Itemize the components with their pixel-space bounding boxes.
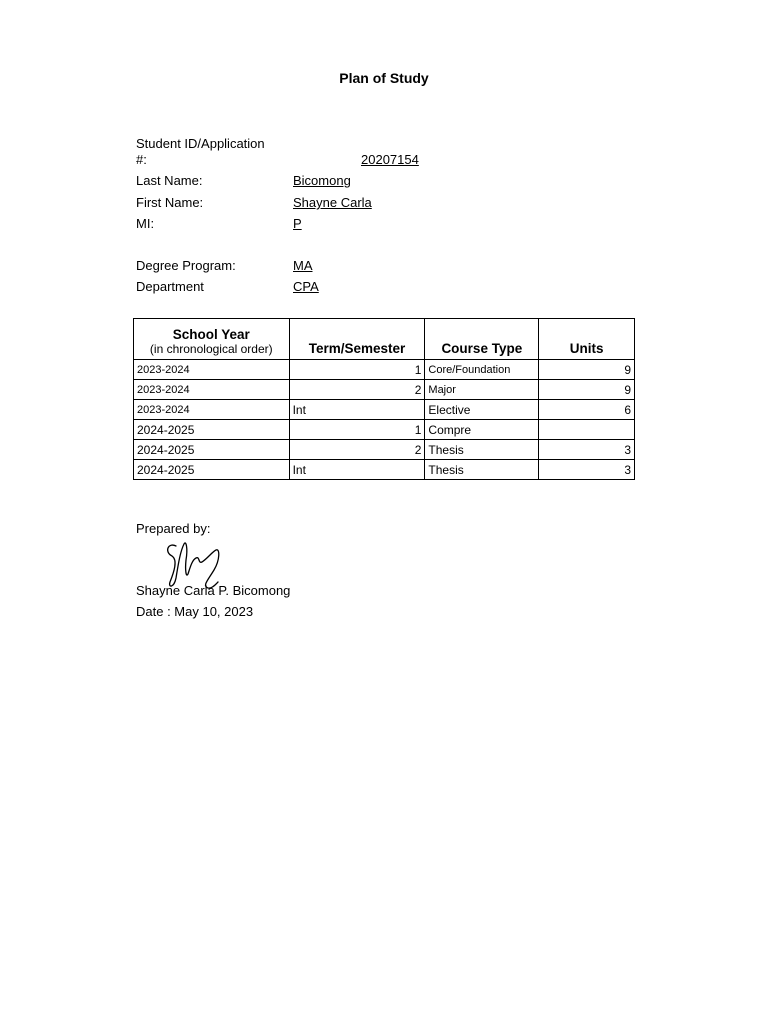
student-id-value: 20207154 bbox=[361, 152, 419, 167]
cell-course-type: Thesis bbox=[425, 460, 539, 480]
cell-course-type: Compre bbox=[425, 420, 539, 440]
page-title: Plan of Study bbox=[339, 70, 429, 86]
last-name-label: Last Name: bbox=[136, 173, 203, 188]
table-header-row bbox=[134, 319, 635, 360]
cell-units: 9 bbox=[539, 380, 635, 400]
table-row bbox=[134, 440, 635, 460]
cell-units: 6 bbox=[539, 400, 635, 420]
header-school-year-title: School Year bbox=[172, 327, 250, 342]
cell-year: 2023-2024 bbox=[134, 400, 290, 420]
first-name-label: First Name: bbox=[136, 195, 204, 210]
cell-year: 2024-2025 bbox=[134, 420, 290, 440]
cell-course-type: Elective bbox=[425, 400, 539, 420]
cell-course-type: Thesis bbox=[425, 440, 539, 460]
student-id-label-line2: #: bbox=[136, 152, 147, 167]
cell-term: Int bbox=[289, 460, 425, 480]
degree-program-value: MA bbox=[293, 258, 313, 273]
table-row bbox=[134, 460, 635, 480]
header-units: Units bbox=[539, 319, 635, 360]
plan-of-study-table bbox=[133, 318, 635, 480]
mi-label: MI: bbox=[136, 216, 155, 231]
cell-units: 3 bbox=[539, 440, 635, 460]
prepared-date: Date : May 10, 2023 bbox=[136, 604, 254, 619]
prepared-by-label: Prepared by: bbox=[136, 521, 211, 536]
last-name-value: Bicomong bbox=[293, 173, 351, 188]
header-term: Term/Semester bbox=[289, 319, 425, 360]
department-value: CPA bbox=[293, 279, 319, 294]
cell-year: 2024-2025 bbox=[134, 460, 290, 480]
cell-term: 1 bbox=[289, 360, 425, 380]
student-id-label-line1: Student ID/Application bbox=[136, 136, 265, 151]
cell-term: 1 bbox=[289, 420, 425, 440]
header-course-type: Course Type bbox=[425, 319, 539, 360]
cell-units: 3 bbox=[539, 460, 635, 480]
header-school-year-subtitle: (in chronological order) bbox=[149, 342, 273, 356]
cell-term: 2 bbox=[289, 440, 425, 460]
preparer-name: Shayne Carla P. Bicomong bbox=[136, 583, 291, 598]
table-row bbox=[134, 380, 635, 400]
table-row bbox=[134, 360, 635, 380]
cell-course-type: Major bbox=[425, 380, 539, 400]
cell-year: 2023-2024 bbox=[134, 360, 290, 380]
mi-value: P bbox=[293, 216, 302, 231]
first-name-value: Shayne Carla bbox=[293, 195, 372, 210]
cell-term: Int bbox=[289, 400, 425, 420]
cell-year: 2024-2025 bbox=[134, 440, 290, 460]
cell-units bbox=[539, 420, 635, 440]
cell-units: 9 bbox=[539, 360, 635, 380]
department-label: Department bbox=[136, 279, 204, 294]
table-row bbox=[134, 420, 635, 440]
degree-program-label: Degree Program: bbox=[136, 258, 236, 273]
cell-course-type: Core/Foundation bbox=[425, 360, 539, 380]
cell-term: 2 bbox=[289, 380, 425, 400]
table-row bbox=[134, 400, 635, 420]
cell-year: 2023-2024 bbox=[134, 380, 290, 400]
header-school-year bbox=[134, 319, 290, 360]
